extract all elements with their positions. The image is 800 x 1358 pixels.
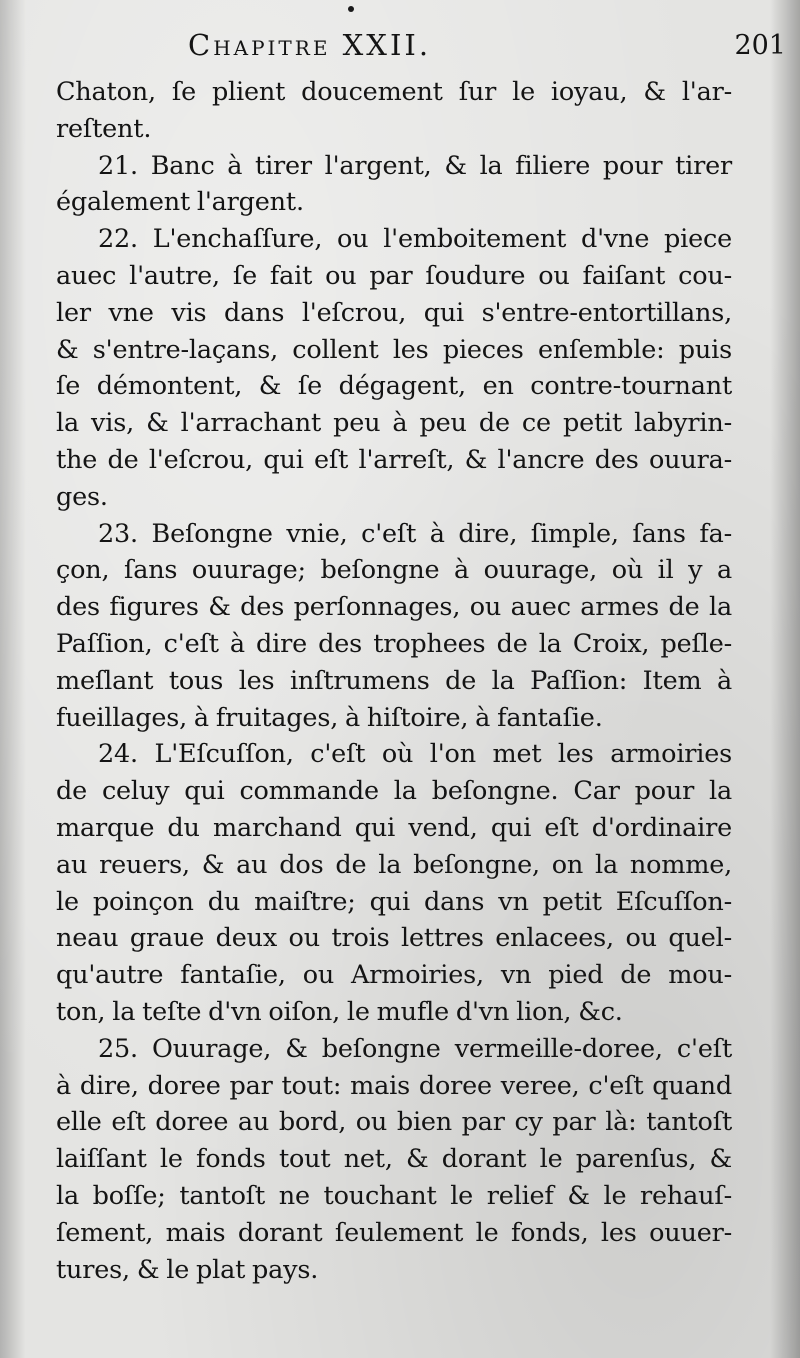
text-line: 22. L'enchaſſure, ou l'emboitement d'vne piece (98, 224, 732, 255)
text-line: ſe démontent, & ſe dégagent, en contre-tournant (56, 371, 732, 402)
text-line: la vis, & l'arrachant peu à peu de ce petit labyrin- (56, 408, 732, 439)
text-line: çon, ſans ouurage; beſongne à ouurage, où il y a (56, 555, 732, 586)
page-number: 201 (734, 30, 786, 61)
text-line: ton, la teſte d'vn oiſon, le mufle d'vn lion, &c. (56, 996, 623, 1027)
ink-speck (348, 6, 354, 12)
text-line: Paſſion, c'eſt à dire des trophees de la Croix, peſle- (56, 628, 732, 659)
text-line: tures, & le plat pays. (56, 1254, 319, 1285)
text-line: the de l'eſcrou, qui eſt l'arreſt, & l'ancre des ouura- (56, 444, 732, 475)
text-line: marque du marchand qui vend, qui eſt d'ordinaire (56, 812, 732, 843)
text-line: laiſſant le fonds tout net, & dorant le parenſus, & (56, 1144, 732, 1175)
text-line: elle eſt doree au bord, ou bien par cy par là: tantoſt (56, 1107, 732, 1138)
text-line: ſement, mais dorant ſeulement le fonds, les ouuer- (56, 1217, 732, 1248)
text-line: au reuers, & au dos de la beſongne, on la nomme, (56, 849, 732, 880)
text-line: la boſſe; tantoſt ne touchant le relief & le rehauſ- (56, 1180, 732, 1211)
text-line: le poinçon du maiſtre; qui dans vn petit Eſcuſſon- (56, 886, 732, 917)
text-line: de celuy qui commande la beſongne. Car pour la (56, 776, 732, 807)
text-line: ler vne vis dans l'eſcrou, qui s'entre-entortillans, (56, 297, 732, 328)
text-line: neau graue deux ou trois lettres enlacees, ou quel- (56, 923, 732, 954)
text-line: Chaton, ſe plient doucement ſur le ioyau, & l'ar- (56, 77, 732, 107)
text-line: reſtent. (56, 113, 152, 144)
text-line: 25. Ouurage, & beſongne vermeille-doree, c'eſt (98, 1033, 732, 1064)
text-line: meſlant tous les inſtrumens de la Paſſion: Item à (56, 665, 732, 696)
text-line: 23. Beſongne vnie, c'eſt à dire, ſimple, ſans fa- (98, 518, 732, 549)
text-line: fueillages, à fruitages, à hiſtoire, à fantaſie. (56, 702, 603, 733)
text-line: & s'entre-laçans, collent les pieces enſemble: puis (56, 334, 732, 365)
body-text (56, 74, 732, 1288)
chapter-title: Chapitre XXII. (188, 28, 432, 62)
text-line: auec l'autre, ſe fait ou par ſoudure ou faiſant cou- (56, 260, 732, 291)
text-line: ges. (56, 481, 108, 512)
running-head (60, 28, 786, 68)
text-line: 24. L'Eſcuſſon, c'eſt où l'on met les armoiries (98, 739, 732, 770)
text-line: également l'argent. (56, 187, 304, 218)
text-line: des figures & des perſonnages, ou auec armes de la (56, 592, 732, 623)
text-line: qu'autre fantaſie, ou Armoiries, vn pied de mou- (56, 960, 732, 991)
text-line: 21. Banc à tirer l'argent, & la filiere pour tirer (98, 150, 732, 181)
text-line: à dire, doree par tout: mais doree veree, c'eſt quand (56, 1070, 732, 1101)
